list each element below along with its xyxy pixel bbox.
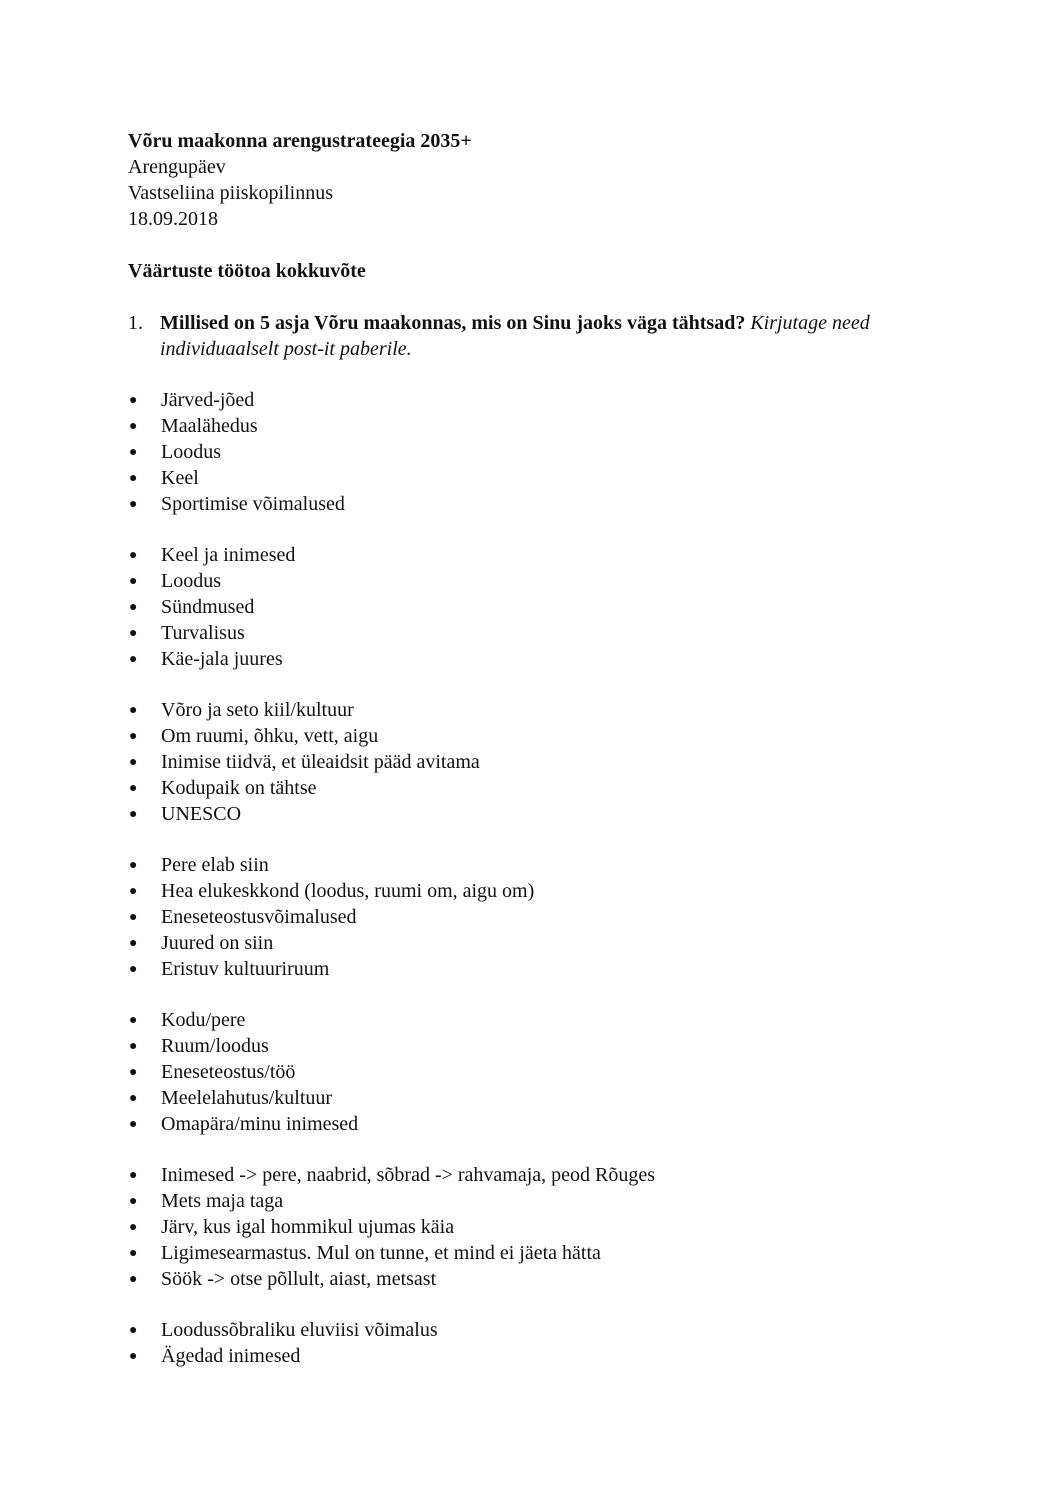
list-item <box>128 594 928 620</box>
list-item-text: Kodu/pere <box>161 1009 246 1031</box>
answer-groups <box>128 387 928 1369</box>
list-item-text: Eneseteostusvõimalused <box>161 906 357 928</box>
list-item <box>128 1033 928 1059</box>
bullet-icon: ● <box>129 1246 138 1261</box>
bullet-icon: ● <box>129 1039 138 1054</box>
list-item <box>128 1085 928 1111</box>
list-item <box>128 1162 928 1188</box>
question-1 <box>128 310 928 362</box>
bullet-icon: ● <box>129 884 138 899</box>
list-item-text: Meelelahutus/kultuur <box>161 1087 333 1109</box>
bullet-icon: ● <box>129 1272 138 1287</box>
event-name: Arengupäev <box>128 156 226 178</box>
list-item <box>128 723 928 749</box>
document-title: Võru maakonna arengustrateegia 2035+ <box>128 130 472 152</box>
bullet-icon: ● <box>129 419 138 434</box>
answer-group <box>128 1007 928 1137</box>
bullet-icon: ● <box>129 1091 138 1106</box>
list-item-text: Sündmused <box>161 596 255 618</box>
bullet-icon: ● <box>129 807 138 822</box>
list-item-text: Loodussõbraliku eluviisi võimalus <box>161 1319 438 1341</box>
list-item-text: Maalähedus <box>161 415 258 437</box>
list-item-text: Eristuv kultuuriruum <box>161 958 330 980</box>
bullet-icon: ● <box>129 471 138 486</box>
list-item-text: Söök -> otse põllult, aiast, metsast <box>161 1268 437 1290</box>
section-title: Väärtuste töötoa kokkuvõte <box>128 260 366 282</box>
list-item-text: Om ruumi, õhku, vett, aigu <box>161 725 379 747</box>
list-item <box>128 1188 928 1214</box>
list-item <box>128 568 928 594</box>
answer-group <box>128 1162 928 1292</box>
list-item <box>128 1007 928 1033</box>
list-item-text: Inimise tiidvä, et üleaidsit pääd avitama <box>161 751 480 773</box>
bullet-icon: ● <box>129 626 138 641</box>
bullet-icon: ● <box>129 445 138 460</box>
list-item <box>128 646 928 672</box>
bullet-icon: ● <box>129 910 138 925</box>
list-item-text: Keel <box>161 467 199 489</box>
list-item <box>128 878 928 904</box>
list-item <box>128 801 928 827</box>
list-item-text: Sportimise võimalused <box>161 493 345 515</box>
bullet-icon: ● <box>129 393 138 408</box>
list-item <box>128 465 928 491</box>
event-location: Vastseliina piiskopilinnus <box>128 182 333 204</box>
bullet-icon: ● <box>129 936 138 951</box>
question-number: 1. <box>128 312 143 334</box>
list-item-text: UNESCO <box>161 803 242 825</box>
list-item <box>128 775 928 801</box>
list-item-text: Keel ja inimesed <box>161 544 296 566</box>
list-item <box>128 542 928 568</box>
list-item <box>128 1059 928 1085</box>
document-page <box>128 128 928 1369</box>
bullet-icon: ● <box>129 1349 138 1364</box>
bullet-icon: ● <box>129 1013 138 1028</box>
bullet-icon: ● <box>129 781 138 796</box>
list-item <box>128 1111 928 1137</box>
list-item-text: Pere elab siin <box>161 854 269 876</box>
event-date: 18.09.2018 <box>128 208 218 230</box>
answer-group <box>128 697 928 827</box>
list-item <box>128 413 928 439</box>
list-item <box>128 1266 928 1292</box>
bullet-icon: ● <box>129 1220 138 1235</box>
list-item <box>128 697 928 723</box>
list-item <box>128 956 928 982</box>
list-item-text: Järved-jõed <box>161 389 255 411</box>
list-item-text: Juured on siin <box>161 932 274 954</box>
list-item-text: Inimesed -> pere, naabrid, sõbrad -> rahvamaja, peod Rõuges <box>161 1164 656 1186</box>
question-bold-text: Millised on 5 asja Võru maakonnas, mis on Sinu jaoks väga tähtsad? <box>160 312 746 334</box>
bullet-icon: ● <box>129 729 138 744</box>
list-item-text: Järv, kus igal hommikul ujumas käia <box>161 1216 455 1238</box>
list-item-text: Ruum/loodus <box>161 1035 269 1057</box>
list-item-text: Ligimesearmastus. Mul on tunne, et mind ei jäeta hätta <box>161 1242 601 1264</box>
answer-group <box>128 1317 928 1369</box>
bullet-icon: ● <box>129 548 138 563</box>
bullet-icon: ● <box>129 755 138 770</box>
question-text <box>160 310 928 362</box>
bullet-icon: ● <box>129 574 138 589</box>
list-item-text: Hea elukeskkond (loodus, ruumi om, aigu om) <box>161 880 535 902</box>
list-item <box>128 1343 928 1369</box>
bullet-icon: ● <box>129 1065 138 1080</box>
list-item-text: Turvalisus <box>161 622 245 644</box>
list-item <box>128 1214 928 1240</box>
list-item-text: Loodus <box>161 570 221 592</box>
bullet-icon: ● <box>129 1117 138 1132</box>
list-item <box>128 1240 928 1266</box>
bullet-icon: ● <box>129 1168 138 1183</box>
list-item <box>128 904 928 930</box>
list-item <box>128 852 928 878</box>
bullet-icon: ● <box>129 497 138 512</box>
list-item-text: Kodupaik on tähtse <box>161 777 317 799</box>
list-item <box>128 491 928 517</box>
bullet-icon: ● <box>129 962 138 977</box>
bullet-icon: ● <box>129 652 138 667</box>
answer-group <box>128 852 928 982</box>
question-italic-text: Kirjutage need individuaalselt post-it paberile. <box>160 312 870 360</box>
list-item <box>128 930 928 956</box>
list-item-text: Eneseteostus/töö <box>161 1061 296 1083</box>
bullet-icon: ● <box>129 703 138 718</box>
list-item <box>128 620 928 646</box>
list-item-text: Käe-jala juures <box>161 648 283 670</box>
bullet-icon: ● <box>129 858 138 873</box>
bullet-icon: ● <box>129 600 138 615</box>
list-item-text: Omapära/minu inimesed <box>161 1113 359 1135</box>
bullet-icon: ● <box>129 1323 138 1338</box>
list-item <box>128 749 928 775</box>
list-item <box>128 1317 928 1343</box>
list-item-text: Loodus <box>161 441 221 463</box>
answer-group <box>128 387 928 517</box>
list-item-text: Ägedad inimesed <box>161 1345 301 1367</box>
answer-group <box>128 542 928 672</box>
bullet-icon: ● <box>129 1194 138 1209</box>
list-item <box>128 387 928 413</box>
list-item <box>128 439 928 465</box>
list-item-text: Võro ja seto kiil/kultuur <box>161 699 354 721</box>
list-item-text: Mets maja taga <box>161 1190 284 1212</box>
